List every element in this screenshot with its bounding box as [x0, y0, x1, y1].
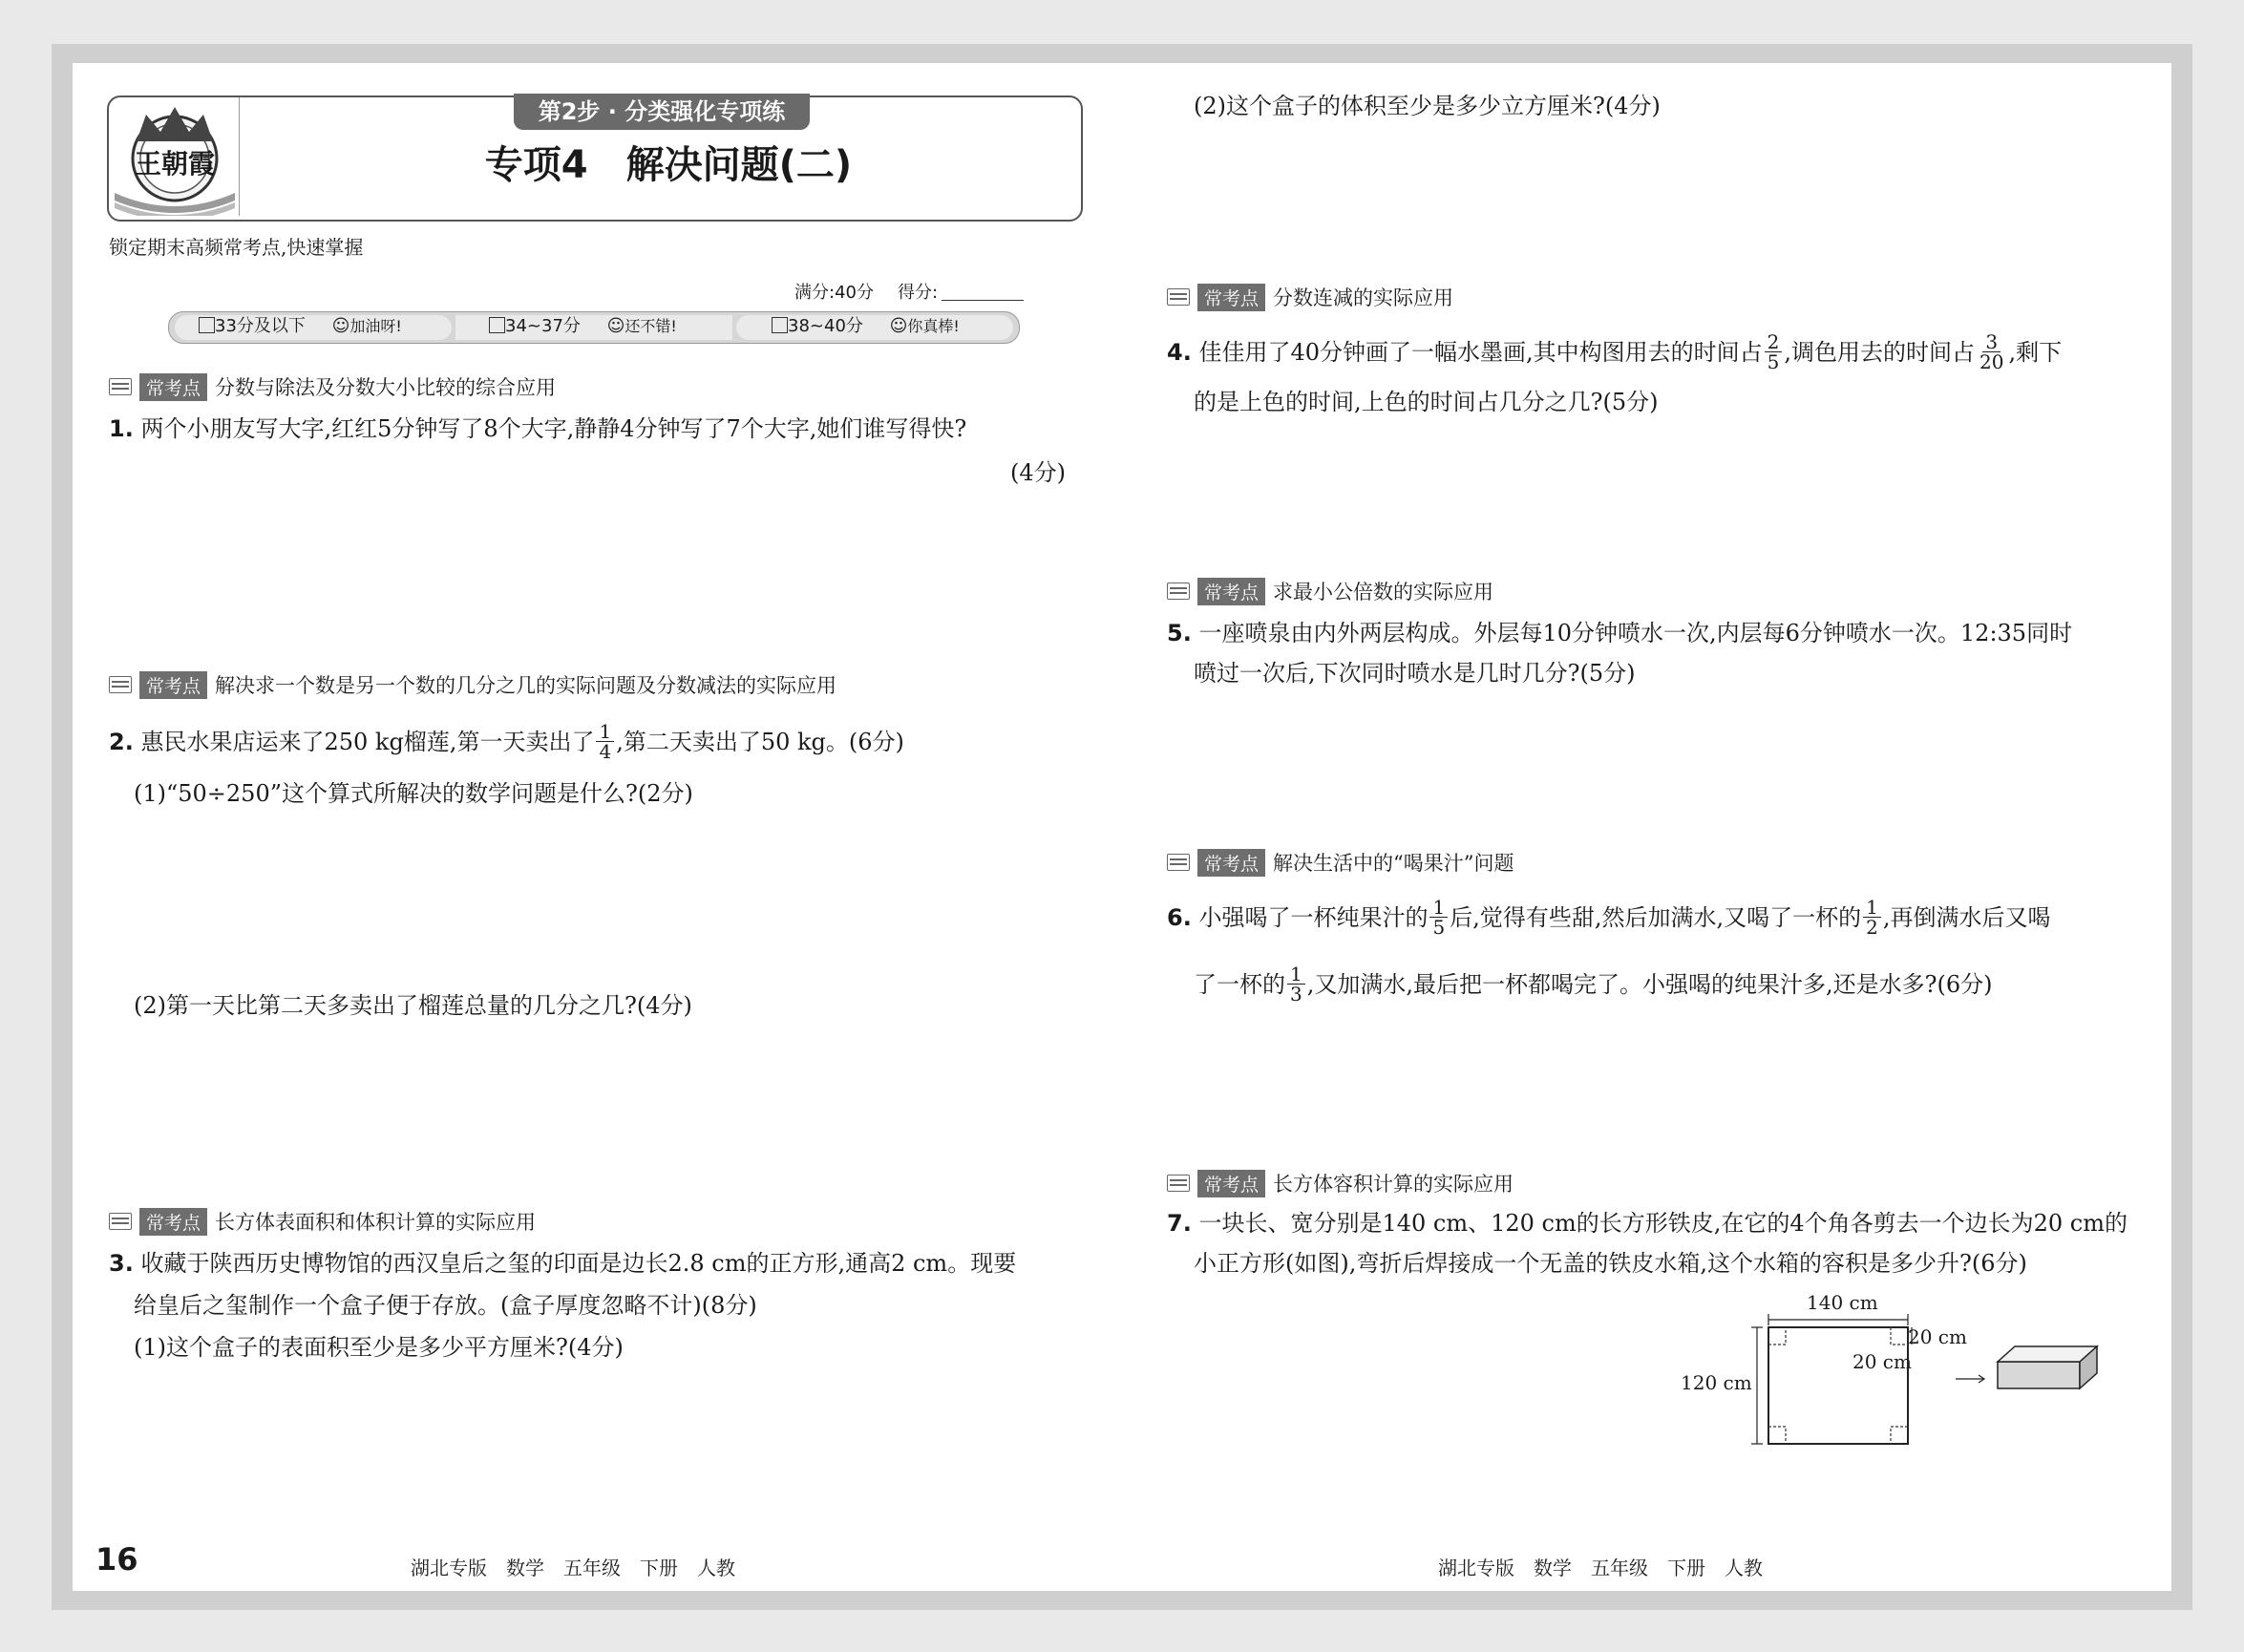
score-got-label: 得分:	[898, 283, 939, 303]
fraction: $\frac{2}{5}$	[1765, 332, 1783, 371]
fraction: $\frac{1}{3}$	[1287, 964, 1305, 1004]
figure-corner-label-a: 20 cm	[1908, 1325, 1967, 1348]
checkbox-1[interactable]	[199, 317, 215, 333]
score-band-3: 38~40分 ☺你真棒!	[772, 315, 960, 338]
topic-tag-1: 常考点 分数与除法及分数大小比较的综合应用	[109, 372, 556, 401]
footer-info-right: 湖北专版 数学 五年级 下册 人教	[1438, 1557, 1763, 1579]
fraction: $\frac{1}{2}$	[1863, 898, 1881, 937]
page-title: 专项4 解决问题(二)	[484, 143, 853, 187]
question-1: 1. 两个小朋友写大字,红红5分钟写了8个大字,静静4分钟写了7个大字,她们谁写得快?	[109, 415, 967, 442]
topic-tag-3: 常考点 长方体表面积和体积计算的实际应用	[109, 1207, 536, 1236]
question-2-sub1: (1)“50÷250”这个算式所解决的数学问题是什么?(2分)	[134, 780, 693, 807]
fraction: $\frac{3}{20}$	[1979, 330, 2004, 373]
question-5-line2: 喷过一次后,下次同时喷水是几时几分?(5分)	[1194, 660, 1636, 687]
score-band-2: 34~37分 ☺还不错!	[489, 315, 677, 338]
question-3-sub2: (2)这个盒子的体积至少是多少立方厘米?(4分)	[1194, 93, 1661, 119]
question-3-line2: 给皇后之玺制作一个盒子便于存放。(盒子厚度忽略不计)(8分)	[134, 1292, 757, 1319]
fraction: $\frac{1}{4}$	[596, 722, 614, 761]
question-2: 2. 惠民水果店运来了250 kg榴莲,第一天卖出了 $\frac{1}{4}$ ,第二天卖出了50 kg。(6分)	[109, 720, 904, 763]
face-icon: ☺	[889, 316, 908, 336]
topic-tag-5: 常考点 求最小公倍数的实际应用	[1167, 577, 1493, 605]
logo-divider	[239, 97, 240, 216]
checkbox-2[interactable]	[489, 317, 505, 333]
step-badge: 第2步 · 分类强化专项练	[514, 94, 810, 130]
score-full: 满分:40分	[794, 283, 874, 303]
score-band-1: 33分及以下 ☺加油呀!	[199, 315, 402, 338]
question-4-line1: 4. 佳佳用了40分钟画了一幅水墨画,其中构图用去的时间占 $\frac{2}{5}$ ,调色用去的时间占 $\frac{3}{20}$ ,剩下	[1167, 330, 2063, 373]
wave-icon	[109, 676, 132, 693]
footer-info-left: 湖北专版 数学 五年级 下册 人教	[411, 1557, 735, 1579]
topic-tag-7: 常考点 长方体容积计算的实际应用	[1167, 1169, 1514, 1197]
brand-logo	[113, 99, 237, 216]
wave-icon	[109, 1213, 132, 1230]
wave-icon	[1167, 288, 1190, 306]
figure-width-label: 140 cm	[1807, 1291, 1878, 1314]
question-6-line2: 了一杯的 $\frac{1}{3}$ ,又加满水,最后把一杯都喝完了。小强喝的纯果汁多,还是水多?(6分)	[1194, 963, 1993, 1006]
question-7-line2: 小正方形(如图),弯折后焊接成一个无盖的铁皮水箱,这个水箱的容积是多少升?(6分)	[1194, 1250, 2027, 1277]
topic-tag-2: 常考点 解决求一个数是另一个数的几分之几的实际问题及分数减法的实际应用	[109, 670, 836, 699]
logo-text: 王朝霞	[134, 148, 215, 180]
subtitle: 锁定期末高频常考点,快速掌握	[109, 236, 364, 259]
question-2-sub2: (2)第一天比第二天多卖出了榴莲总量的几分之几?(4分)	[134, 992, 692, 1019]
question-5-line1: 5. 一座喷泉由内外两层构成。外层每10分钟喷水一次,内层每6分钟喷水一次。12:35同时	[1167, 620, 2073, 646]
figure-corner-label-b: 20 cm	[1852, 1350, 1912, 1373]
wave-icon	[1167, 582, 1190, 600]
wave-icon	[1167, 854, 1190, 871]
question-1-score: (4分)	[1010, 459, 1066, 486]
question-3-sub1: (1)这个盒子的表面积至少是多少平方厘米?(4分)	[134, 1334, 624, 1361]
face-icon: ☺	[331, 316, 350, 336]
question-6-line1: 6. 小强喝了一杯纯果汁的 $\frac{1}{5}$ 后,觉得有些甜,然后加满水,又喝了一杯的 $\frac{1}{2}$ ,再倒满水后又喝	[1167, 896, 2051, 939]
page-number: 16	[95, 1541, 138, 1578]
topic-tag-4: 常考点 分数连减的实际应用	[1167, 283, 1453, 311]
question-4-line2: 的是上色的时间,上色的时间占几分之几?(5分)	[1194, 389, 1659, 415]
wave-icon	[1167, 1175, 1190, 1192]
score-blank-line[interactable]	[942, 300, 1024, 301]
fraction: $\frac{1}{5}$	[1429, 898, 1448, 937]
topic-tag-6: 常考点 解决生活中的“喝果汁”问题	[1167, 848, 1514, 877]
question-7-line1: 7. 一块长、宽分别是140 cm、120 cm的长方形铁皮,在它的4个角各剪去一个边长为20 cm的	[1167, 1210, 2128, 1237]
question-3-line1: 3. 收藏于陕西历史博物馆的西汉皇后之玺的印面是边长2.8 cm的正方形,通高2 cm。现要	[109, 1250, 1017, 1277]
checkbox-3[interactable]	[772, 317, 788, 333]
figure-height-label: 120 cm	[1681, 1371, 1752, 1394]
sheet-diagram	[1681, 1287, 2158, 1450]
face-icon: ☺	[606, 316, 625, 336]
wave-icon	[109, 378, 132, 395]
